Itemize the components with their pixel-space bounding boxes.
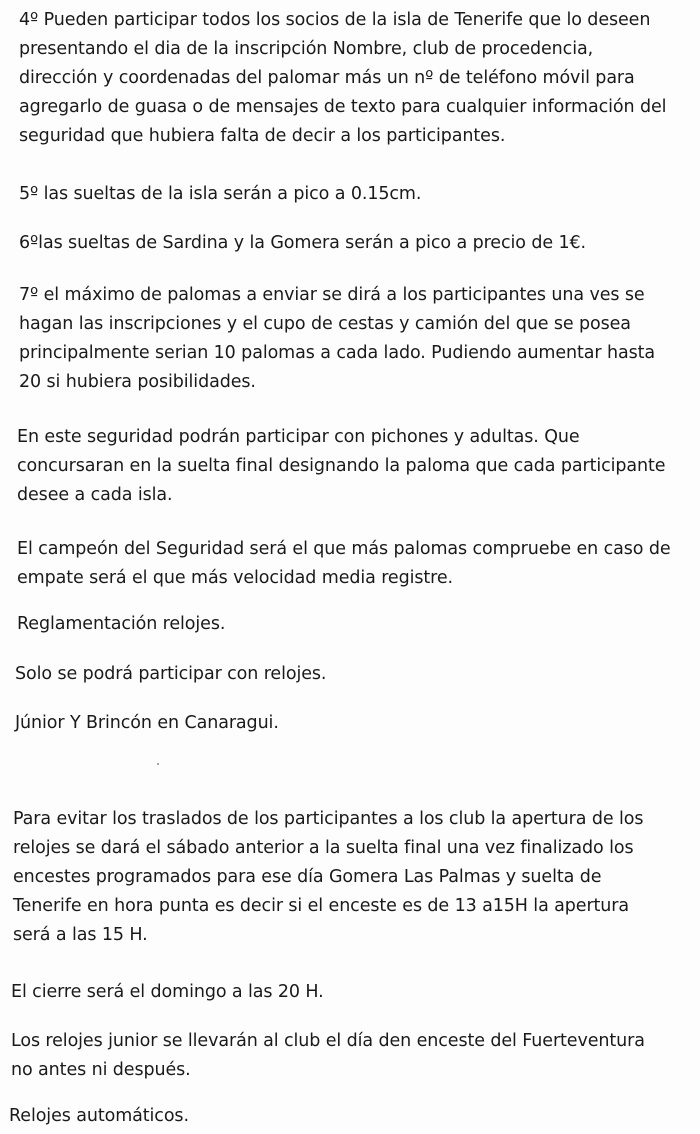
text-line: no antes ni después. [11, 1060, 191, 1080]
text-line: 4º Pueden participar todos los socios de la isla de Tenerife que lo deseen [19, 10, 651, 30]
text-line: 6ºlas sueltas de Sardina y la Gomera serán a pico a precio de 1€. [19, 233, 586, 253]
paragraph-sardina-gomera-releases [19, 229, 586, 258]
text-line: hagan las inscripciones y el cupo de cestas y camión del que se posea [19, 314, 631, 334]
text-line: desee a cada isla. [17, 485, 173, 505]
text-line: será a las 15 H. [13, 925, 148, 945]
text-line: Para evitar los traslados de los participantes a los club la apertura de los [13, 809, 644, 829]
paragraph-automatic-clocks [9, 1102, 189, 1131]
text-line: 5º las sueltas de la isla serán a pico a 0.15cm. [19, 184, 422, 204]
text-line: 20 si hubiera posibilidades. [19, 372, 256, 392]
paragraph-junior-clocks [11, 1027, 645, 1085]
text-line: agregarlo de guasa o de mensajes de texto para cualquier información del [19, 97, 667, 117]
paragraph-only-clocks [15, 660, 326, 689]
paragraph-champion [17, 535, 671, 593]
text-line: seguridad que hubiera falta de decir a los participantes. [19, 126, 506, 146]
paragraph-pichones-adultas [17, 423, 665, 510]
text-line: concursaran en la suelta final designando la paloma que cada participante [17, 456, 666, 476]
paragraph-junior-brincon [15, 709, 279, 738]
text-line: principalmente serian 10 palomas a cada lado. Pudiendo aumentar hasta [19, 343, 656, 363]
text-line: Relojes automáticos. [9, 1106, 189, 1126]
text-line: Los relojes junior se llevarán al club el día den enceste del Fuerteventura [11, 1031, 645, 1051]
paragraph-clock-rules-heading [17, 610, 225, 639]
text-line: Tenerife en hora punta es decir si el enceste es de 13 a15H la apertura [13, 896, 630, 916]
text-line: El campeón del Seguridad será el que más palomas compruebe en caso de [17, 539, 671, 559]
paragraph-clock-opening [13, 805, 643, 950]
paragraph-maximum-pigeons [19, 281, 655, 397]
text-line: Solo se podrá participar con relojes. [15, 664, 327, 684]
paragraph-island-releases [19, 180, 421, 209]
text-line: dirección y coordenadas del palomar más un nº de teléfono móvil para [19, 68, 635, 88]
paragraph-participation [19, 6, 666, 151]
text-line: El cierre será el domingo a las 20 H. [11, 982, 324, 1002]
scan-speck [157, 763, 159, 765]
paragraph-closing [11, 978, 324, 1007]
text-line: relojes se dará el sábado anterior a la suelta final una vez finalizado los [13, 838, 634, 858]
text-line: Júnior Y Brincón en Canaragui. [15, 713, 279, 733]
text-line: encestes programados para ese día Gomera Las Palmas y suelta de [13, 867, 602, 887]
text-line: En este seguridad podrán participar con pichones y adultas. Que [17, 427, 580, 447]
text-line: Reglamentación relojes. [17, 614, 226, 634]
text-line: empate será el que más velocidad media registre. [17, 568, 453, 588]
text-line: 7º el máximo de palomas a enviar se dirá a los participantes una ves se [19, 285, 645, 305]
text-line: presentando el dia de la inscripción Nombre, club de procedencia, [19, 39, 594, 59]
